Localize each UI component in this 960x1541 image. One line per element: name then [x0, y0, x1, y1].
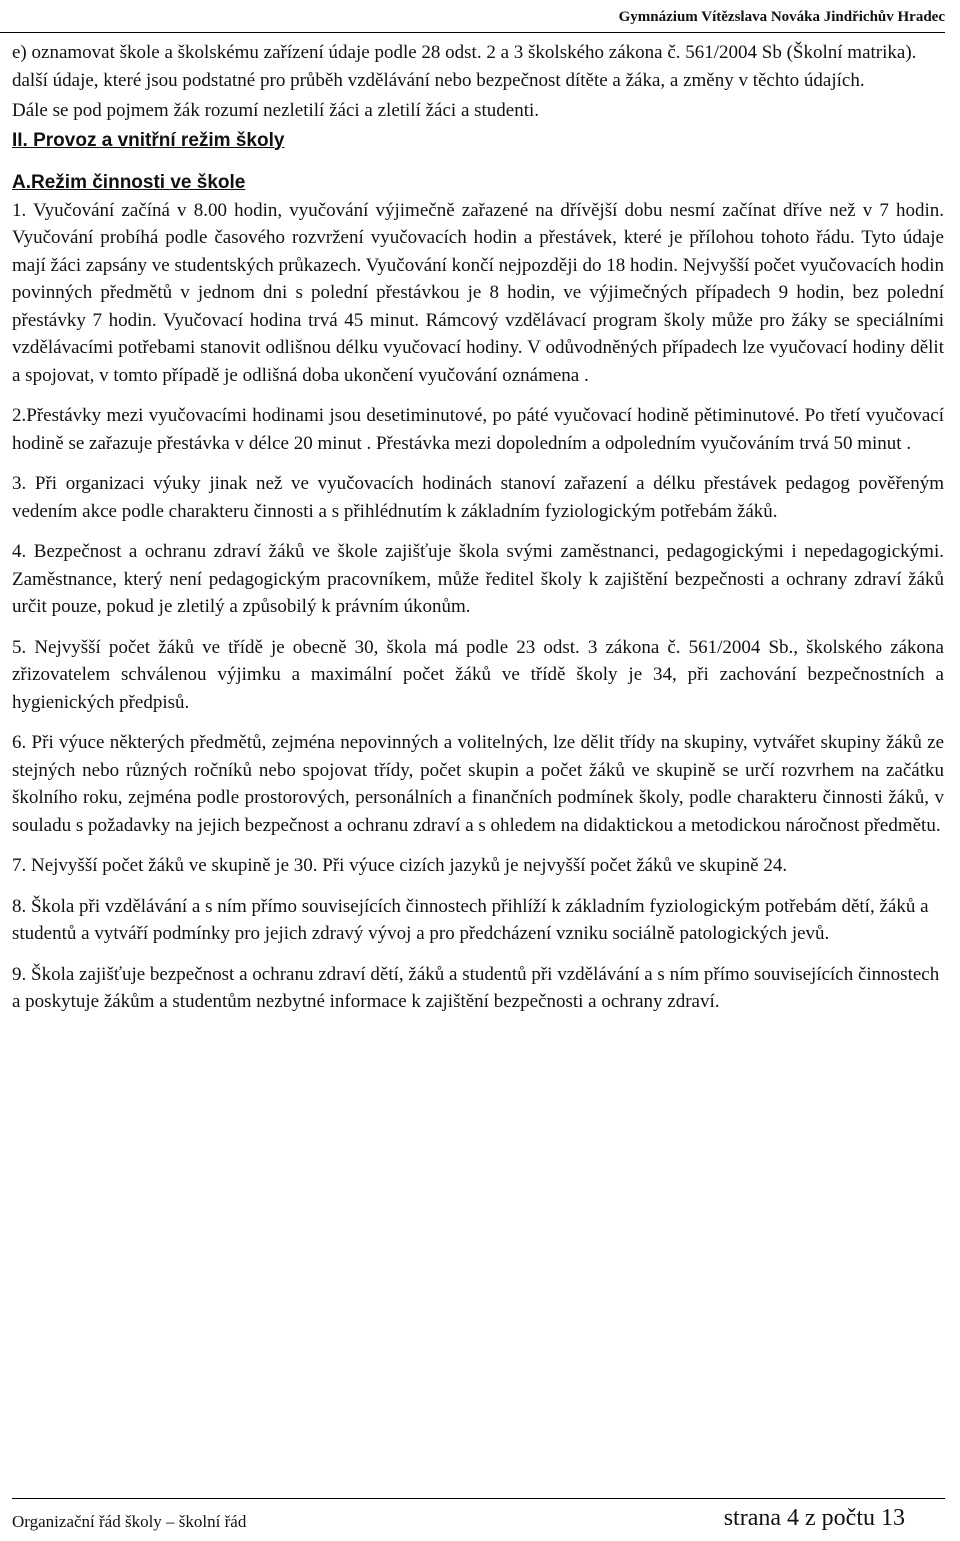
paragraph-1: 1. Vyučování začíná v 8.00 hodin, vyučování výjimečně zařazené na dřívější dobu nesmí začínat dříve než v 7 hodin. Vyučování probíhá podle časového rozvržení vyučovacích hodin a přestávek, které je přílohou tohoto řádu. Tyto údaje mají žáci zapsány ve studentských průkazech. Vyučování končí nejpozději do 18 hodin. Nejvyšší počet vyučovacích hodin povinných předmětů v jednom dni s polední přestávkou je 8 hodin, ve výjimečných případech 9 hodin, bez polední přestávky 7 hodin. Vyučovací hodina trvá 45 minut. Rámcový vzdělávací program školy může pro žáky se speciálními vzdělávacími potřebami stanovit odlišnou délku vyučovací hodiny. V odůvodněných případech lze vyučovací hodiny dělit a spojovat, v tomto případě je odlišná doba ukončení vyučování oznámena . — [12, 199, 944, 386]
footer-document-title: Organizační řád školy – školní řád — [12, 1512, 247, 1531]
paragraph-3: 3. Při organizaci výuky jinak než ve vyučovacích hodinách stanoví zařazení a délku přestávek pedagog pověřeným vedením akce podle charakteru činnosti a s přihlédnutím k základním fyziologickým potřebám žáků. — [12, 473, 944, 522]
paragraph-4: 4. Bezpečnost a ochranu zdraví žáků ve škole zajišťuje škola svými zaměstnanci, pedagogickými i nepedagogickými. Zaměstnance, který není pedagogickým pracovníkem, může ředitel školy k zajištění bezpečnosti a ochrany zdraví žáků určit pouze, pokud je zletilý a způsobilý k právním úkonům. — [12, 541, 944, 617]
page-footer — [12, 1498, 945, 1537]
page-header — [0, 4, 945, 33]
paragraph-5: 5. Nejvyšší počet žáků ve třídě je obecně 30, škola má podle 23 odst. 3 zákona č. 561/2004 Sb., školského zákona zřizovatelem schválenou výjimku a maximální počet žáků ve třídě školy je 34, při zachování bezpečnostních a hygienických předpisů. — [12, 636, 944, 713]
definition-paragraph: Dále se pod pojmem žák rozumí nezletilí žáci a zletilí žáci a studenti. — [12, 100, 540, 121]
document-body — [12, 39, 944, 1016]
paragraph-2: 2.Přestávky mezi vyučovacími hodinami jsou desetiminutové, po páté vyučovací hodině pětiminutové. Po třetí vyučovací hodině se zařazuje přestávka v délce 20 minut . Přestávka mezi dopoledním a odpoledním vyučováním trvá 50 minut . — [12, 405, 944, 454]
page-number: strana 4 z počtu 13 — [723, 1505, 905, 1531]
intro-paragraph: e) oznamovat škole a školskému zařízení údaje podle 28 odst. 2 a 3 školského zákona č. 561/2004 Sb (Školní matrika). další údaje, které jsou podstatné pro průběh vzdělávání nebo bezpečnost dítěte a žáka, a změny v těchto údajích. — [12, 42, 917, 91]
paragraph-9: 9. Škola zajišťuje bezpečnost a ochranu zdraví dětí, žáků a studentů při vzdělávání a s ním přímo souvisejících činnostech a poskytuje žákům a studentům nezbytné informace k zajištění bezpečnosti a ochrany zdraví. — [12, 963, 940, 1012]
subsection-title: A.Režim činnosti ve škole — [12, 172, 246, 193]
header-title: Gymnázium Vítězslava Nováka Jindřichův Hradec — [618, 9, 945, 25]
paragraph-8: 8. Škola při vzdělávání a s ním přímo souvisejících činnostech přihlíží k základním fyziologickým potřebám dětí, žáků a studentů a vytváří podmínky pro jejich zdravý vývoj a pro předcházení vzniku sociálně patologických jevů. — [12, 895, 929, 944]
paragraph-6: 6. Při výuce některých předmětů, zejména nepovinných a volitelných, lze dělit třídy na skupiny, vytvářet skupiny žáků ze stejných nebo různých ročníků nebo spojovat třídy, počet skupin a počet žáků ve skupině se určí rozvrhem na začátku školního roku, zejména podle prostorových, personálních a finančních podmínek školy, podle charakteru činnosti žáků, v souladu s požadavky na jejich bezpečnost a ochranu zdraví a s ohledem na didaktickou a metodickou náročnost předmětu. — [12, 732, 944, 836]
paragraph-7: 7. Nejvyšší počet žáků ve skupině je 30. Při výuce cizích jazyků je nejvyšší počet žáků ve skupině 24. — [12, 855, 788, 876]
section-title: II. Provoz a vnitřní režim školy — [12, 129, 285, 151]
